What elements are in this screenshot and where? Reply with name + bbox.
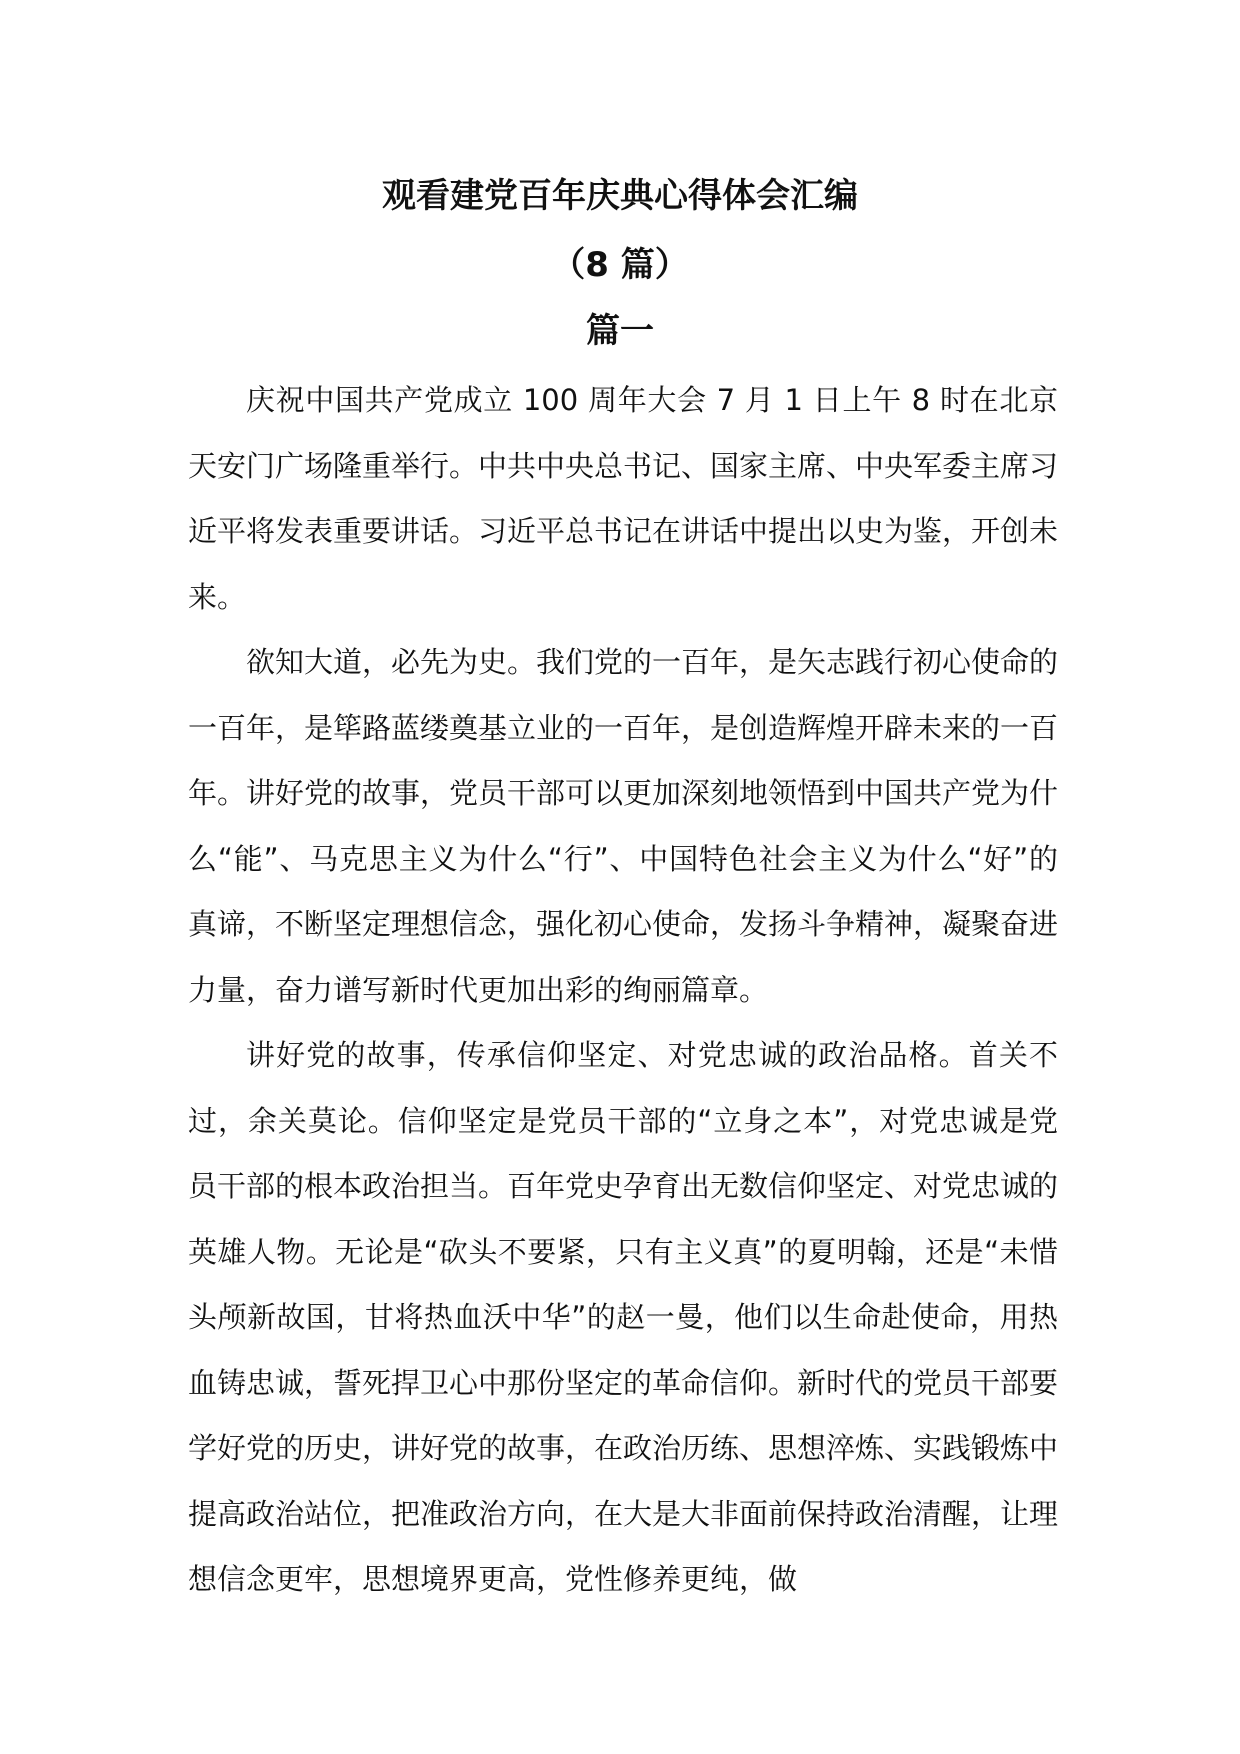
paragraph-2: 欲知大道，必先为史。我们党的一百年，是矢志践行初心使命的一百年，是筚路蓝缕奠基立业的一百年，是创造辉煌开辟未来的一百年。讲好党的故事，党员干部可以更加深刻地领悟到中国共产党为什么“能”、马克思主义为什么“行”、中国特色社会主义为什么“好”的真谛，不断坚定理想信念，强化初心使命，发扬斗争精神，凝聚奋进力量，奋力谱写新时代更加出彩的绚丽篇章。	[188, 645, 1059, 1007]
document-body	[188, 368, 1058, 1613]
document-title: 观看建党百年庆典心得体会汇编	[382, 176, 858, 216]
paragraph-1: 庆祝中国共产党成立 100 周年大会 7 月 1 日上午 8 时在北京天安门广场隆重举行。中共中央总书记、国家主席、中央军委主席习近平将发表重要讲话。习近平总书记在讲话中提出以史为鉴，开创未来。	[188, 383, 1059, 614]
section-heading: 篇一	[586, 311, 654, 351]
paragraph-3: 讲好党的故事，传承信仰坚定、对党忠诚的政治品格。首关不过，余关莫论。信仰坚定是党员干部的“立身之本”，对党忠诚是党员干部的根本政治担当。百年党史孕育出无数信仰坚定、对党忠诚的英雄人物。无论是“砍头不要紧，只有主义真”的夏明翰，还是“未惜头颅新故国，甘将热血沃中华”的赵一曼，他们以生命赴使命，用热血铸忠诚，誓死捍卫心中那份坚定的革命信仰。新时代的党员干部要学好党的历史，讲好党的故事，在政治历练、思想淬炼、实践锻炼中提高政治站位，把准政治方向，在大是大非面前保持政治清醒，让理想信念更牢，思想境界更高，党性修养更纯，做	[188, 1038, 1059, 1596]
document-subtitle: （8 篇）	[551, 245, 689, 285]
